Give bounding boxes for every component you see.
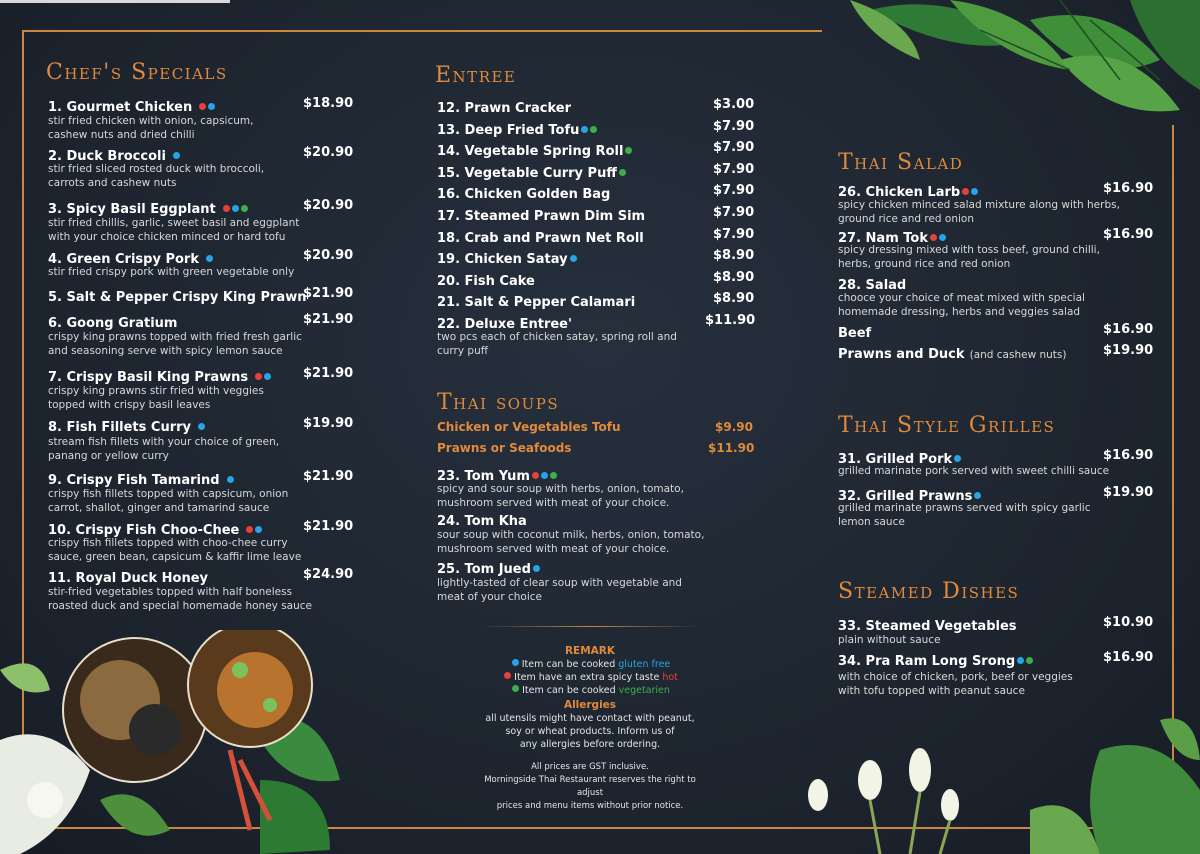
item-name: 32. Grilled Prawns: [838, 489, 973, 504]
item-description: with choice of chicken, pork, beef or veggies with tofu topped with peanut sauce: [838, 671, 1073, 697]
vegetarian-dot-icon: [619, 169, 626, 176]
jasmine-flowers-image: [800, 700, 1200, 854]
item-description: crispy king prawns stir fried with veggies topped with crispy basil leaves: [48, 385, 264, 411]
gluten-free-dot-icon: [255, 526, 262, 533]
menu-item-7: [48, 366, 271, 385]
vegetarian-dot-icon: [241, 205, 248, 212]
item-description: stir fried chicken with onion, capsicum, cashew nuts and dried chilli: [48, 115, 254, 141]
item-price: $16.90: [1103, 650, 1154, 665]
item-price: $20.90: [303, 198, 354, 213]
item-name: 21. Salt & Pepper Calamari: [437, 295, 636, 310]
entree-title: Entree: [435, 63, 517, 88]
menu-item-34: [838, 650, 1033, 669]
allergies-title: Allergies: [563, 699, 617, 711]
remark-box: [480, 645, 700, 813]
item-description: grilled marinate pork served with sweet chilli sauce: [838, 465, 1110, 477]
item-description: spicy dressing mixed with toss beef, ground chilli, herbs, ground rice and red onion: [838, 244, 1100, 270]
vegetarian-dot-icon: [590, 126, 597, 133]
item-name: 10. Crispy Fish Choo-Chee: [48, 523, 240, 538]
item-name: 2. Duck Broccoli: [48, 149, 166, 164]
gluten-free-legend: Item can be cooked gluten free: [480, 658, 700, 671]
notice-text: Morningside Thai Restaurant reserves the right to adjust: [484, 775, 696, 798]
menu-item-21: [437, 291, 635, 310]
menu-item-1: [48, 96, 215, 115]
item-name: 27. Nam Tok: [838, 231, 928, 246]
gluten-free-dot-icon: [939, 234, 946, 241]
item-name: 22. Deluxe Entree': [437, 317, 572, 332]
gluten-free-dot-icon: [1017, 657, 1024, 664]
hot-dot-icon: [246, 526, 253, 533]
item-price: $3.00: [713, 97, 755, 112]
vegetarian-legend: Item can be cooked vegetarien: [480, 684, 700, 697]
frame-border-top: [22, 30, 822, 32]
item-description: stir fried chillis, garlic, sweet basil and eggplant with your choice chicken minced or hard tofu: [48, 217, 300, 243]
vegetarian-dot-icon: [550, 472, 557, 479]
gluten-free-dot-icon: [533, 565, 540, 572]
gluten-free-dot-icon: [208, 103, 215, 110]
menu-item-33: [838, 615, 1017, 634]
food-and-flowers-image: [0, 630, 360, 854]
item-price: $19.90: [1103, 485, 1154, 500]
item-description: stream fish fillets with your choice of green, panang or yellow curry: [48, 436, 280, 462]
item-price: $21.90: [303, 469, 354, 484]
soup-option-label: Chicken or Vegetables Tofu: [437, 420, 621, 434]
item-name: 13. Deep Fried Tofu: [437, 123, 580, 138]
item-price: $8.90: [713, 248, 755, 263]
soup-option-price: $9.90: [715, 420, 753, 434]
menu-item-3: [48, 198, 248, 217]
item-name: 19. Chicken Satay: [437, 252, 568, 267]
item-description: crispy fish fillets topped with capsicum, onion carrot, shallot, ginger and tamarind sauce: [48, 488, 289, 514]
item-name: 17. Steamed Prawn Dim Sim: [437, 209, 646, 224]
item-name: 25. Tom Jued: [437, 562, 531, 577]
item-price: $7.90: [713, 183, 755, 198]
menu-item-16: [437, 183, 610, 202]
item-description: crispy fish fillets topped with choo-chee curry sauce, green bean, capsicum & kaffir lime leave: [48, 537, 302, 563]
item-name: 31. Grilled Pork: [838, 452, 953, 467]
item-name: 1. Gourmet Chicken: [48, 100, 193, 115]
gluten-free-dot-icon: [971, 188, 978, 195]
item-description: two pcs each of chicken satay, spring roll and curry puff: [437, 331, 677, 357]
gluten-free-dot-icon: [974, 492, 981, 499]
gluten-free-dot-icon: [541, 472, 548, 479]
menu-item-20: [437, 270, 535, 289]
item-name: 7. Crispy Basil King Prawns: [48, 370, 249, 385]
item-price: $21.90: [303, 519, 354, 534]
gluten-free-dot-icon: [264, 373, 271, 380]
item-name: 8. Fish Fillets Curry: [48, 420, 191, 435]
item-name: 20. Fish Cake: [437, 274, 535, 289]
menu-item-19: [437, 248, 577, 267]
vegetarian-dot-icon: [512, 685, 519, 692]
item-price: $16.90: [1103, 227, 1154, 242]
item-note: (and cashew nuts): [969, 349, 1067, 361]
gluten-free-dot-icon: [206, 255, 213, 262]
item-price: $20.90: [303, 145, 354, 160]
item-name: 11. Royal Duck Honey: [48, 571, 209, 586]
soup-option-label: Prawns or Seafoods: [437, 441, 572, 455]
item-price: $7.90: [713, 162, 755, 177]
remark-divider: [480, 626, 700, 627]
top-edge-bar: [0, 0, 230, 3]
salad-prawns-duck-option: [838, 343, 1067, 362]
hot-dot-icon: [223, 205, 230, 212]
menu-item-13: [437, 119, 597, 138]
item-price: $10.90: [1103, 615, 1154, 630]
menu-item-8: [48, 416, 205, 435]
item-price: $16.90: [1103, 448, 1154, 463]
item-description: stir-fried vegetables topped with half boneless roasted duck and special homemade honey sauce: [48, 586, 313, 612]
item-price: $19.90: [1103, 343, 1154, 358]
tropical-leaves-image: [830, 0, 1200, 130]
gluten-free-dot-icon: [227, 476, 234, 483]
menu-item-6: [48, 312, 177, 331]
remark-title: REMARK: [564, 645, 616, 657]
item-name: 5. Salt & Pepper Crispy King Prawn: [48, 290, 307, 305]
menu-item-25: [437, 558, 540, 577]
item-price: $21.90: [303, 366, 354, 381]
thai-soups-title: Thai soups: [437, 390, 560, 415]
item-description: spicy chicken minced salad mixture along with herbs, ground rice and red onion: [838, 199, 1120, 225]
item-price: $16.90: [1103, 322, 1154, 337]
gluten-free-dot-icon: [954, 455, 961, 462]
gluten-free-dot-icon: [198, 423, 205, 430]
chefs-specials-title: Chef's Specials: [46, 60, 228, 85]
item-name: 6. Goong Gratium: [48, 316, 178, 331]
menu-item-15: [437, 162, 626, 181]
item-name: Prawns and Duck: [838, 347, 965, 362]
item-price: $19.90: [303, 416, 354, 431]
item-description: stir fried sliced rosted duck with broccoli, carrots and cashew nuts: [48, 163, 265, 189]
item-price: $8.90: [713, 291, 755, 306]
menu-item-12: [437, 97, 571, 116]
item-name: 18. Crab and Prawn Net Roll: [437, 231, 644, 246]
item-price: $21.90: [303, 286, 354, 301]
thai-style-grilles-title: Thai Style Grilles: [838, 413, 1056, 438]
item-name: 16. Chicken Golden Bag: [437, 187, 611, 202]
allergies-text: any allergies before ordering.: [519, 739, 661, 750]
item-name: 24. Tom Kha: [437, 514, 527, 529]
hot-dot-icon: [962, 188, 969, 195]
item-name: Beef: [838, 326, 872, 341]
item-name: 4. Green Crispy Pork: [48, 252, 199, 267]
allergies-text: all utensils might have contact with peanut,: [485, 713, 695, 724]
item-description: grilled marinate prawns served with spicy garlic lemon sauce: [838, 502, 1091, 528]
steamed-dishes-title: Steamed Dishes: [838, 579, 1020, 604]
item-description: lightly-tasted of clear soup with vegetable and meat of your choice: [437, 577, 682, 603]
item-description: sour soup with coconut milk, herbs, onion, tomato, mushroom served with meat of your choice.: [437, 529, 705, 555]
item-name: 9. Crispy Fish Tamarind: [48, 473, 220, 488]
gst-note: All prices are GST inclusive.: [531, 762, 649, 772]
gluten-free-dot-icon: [173, 152, 180, 159]
notice-text: prices and menu items without prior notice.: [496, 801, 684, 811]
menu-item-17: [437, 205, 645, 224]
menu-item-24: [437, 510, 527, 529]
item-price: $7.90: [713, 205, 755, 220]
hot-dot-icon: [255, 373, 262, 380]
vegetarian-dot-icon: [625, 147, 632, 154]
gluten-free-dot-icon: [232, 205, 239, 212]
salad-beef-option: [838, 322, 871, 341]
gluten-free-dot-icon: [512, 659, 519, 666]
item-price: $8.90: [713, 270, 755, 285]
item-price: $18.90: [303, 96, 354, 111]
item-name: 34. Pra Ram Long Srong: [838, 654, 1016, 669]
item-price: $7.90: [713, 119, 755, 134]
menu-item-5: [48, 286, 306, 305]
hot-dot-icon: [199, 103, 206, 110]
item-description: spicy and sour soup with herbs, onion, tomato, mushroom served with meat of your choice.: [437, 483, 684, 509]
allergies-text: soy or wheat products. Inform us of: [505, 726, 675, 737]
hot-dot-icon: [504, 672, 511, 679]
hot-dot-icon: [532, 472, 539, 479]
menu-item-9: [48, 469, 234, 488]
item-name: 26. Chicken Larb: [838, 185, 961, 200]
item-name: 33. Steamed Vegetables: [838, 619, 1017, 634]
gluten-free-dot-icon: [581, 126, 588, 133]
item-name: 14. Vegetable Spring Roll: [437, 144, 624, 159]
menu-item-18: [437, 227, 644, 246]
item-name: 3. Spicy Basil Eggplant: [48, 202, 216, 217]
item-name: 15. Vegetable Curry Puff: [437, 166, 617, 181]
item-price: $16.90: [1103, 181, 1154, 196]
item-price: $20.90: [303, 248, 354, 263]
gluten-free-dot-icon: [570, 255, 577, 262]
item-name: 12. Prawn Cracker: [437, 101, 572, 116]
menu-item-11: [48, 567, 208, 586]
item-price: $7.90: [713, 140, 755, 155]
thai-salad-title: Thai Salad: [838, 150, 964, 175]
item-name: 28. Salad: [838, 278, 907, 293]
item-price: $7.90: [713, 227, 755, 242]
item-price: $11.90: [705, 313, 756, 328]
hot-dot-icon: [930, 234, 937, 241]
item-description: chooce your choice of meat mixed with special homemade dressing, herbs and veggies salad: [838, 292, 1085, 318]
hot-legend: Item have an extra spicy taste hot: [480, 671, 700, 684]
item-description: stir fried crispy pork with green vegetable only: [48, 266, 295, 278]
soup-option-price: $11.90: [708, 441, 755, 455]
item-price: $21.90: [303, 312, 354, 327]
vegetarian-dot-icon: [1026, 657, 1033, 664]
item-description: plain without sauce: [838, 634, 941, 646]
item-price: $24.90: [303, 567, 354, 582]
item-description: crispy king prawns topped with fried fresh garlic and seasoning serve with spicy lemon sauce: [48, 331, 302, 357]
item-name: 23. Tom Yum: [437, 469, 530, 484]
menu-item-14: [437, 140, 632, 159]
